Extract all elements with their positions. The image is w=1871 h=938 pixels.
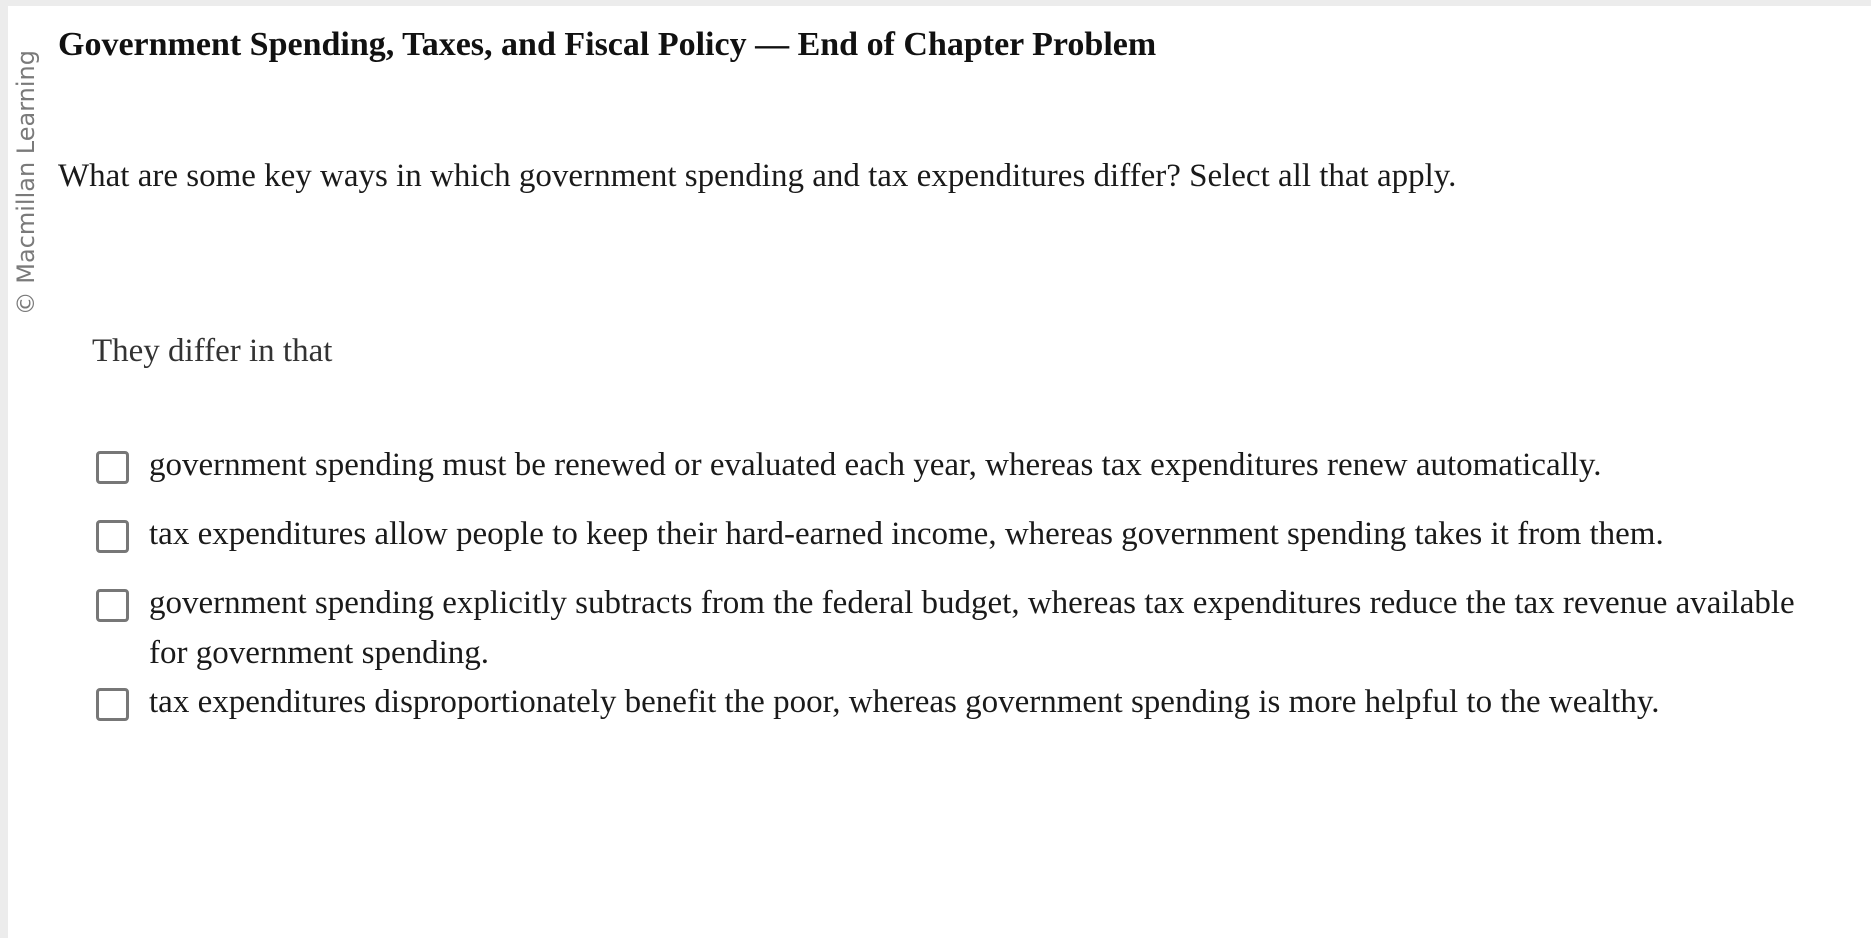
left-border bbox=[0, 0, 8, 938]
option-1-label: government spending must be renewed or evaluated each year, whereas tax expenditures renew automatically. bbox=[149, 447, 1602, 483]
option-4-label: tax expenditures disproportionately benefit the poor, whereas government spending is more helpful to the wealthy. bbox=[149, 684, 1660, 720]
checkbox-option-2[interactable] bbox=[96, 520, 129, 553]
option-2-label: tax expenditures allow people to keep their hard-earned income, whereas government spending takes it from them. bbox=[149, 516, 1664, 552]
answer-options-list bbox=[96, 446, 1816, 727]
option-3-label: government spending explicitly subtracts from the federal budget, whereas tax expenditures reduce the tax revenue available for government spending. bbox=[149, 585, 1795, 671]
question-text: What are some key ways in which government spending and tax expenditures differ? Select all that apply. bbox=[58, 158, 1457, 194]
copyright-label: © Macmillan Learning bbox=[12, 50, 40, 316]
answer-option-3[interactable] bbox=[96, 584, 1816, 678]
answer-lead-text: They differ in that bbox=[92, 333, 333, 369]
top-border bbox=[0, 0, 1871, 6]
checkbox-option-1[interactable] bbox=[96, 451, 129, 484]
checkbox-option-4[interactable] bbox=[96, 688, 129, 721]
answer-option-2[interactable] bbox=[96, 515, 1816, 559]
checkbox-option-3[interactable] bbox=[96, 589, 129, 622]
answer-option-1[interactable] bbox=[96, 446, 1816, 490]
copyright-sidebar bbox=[10, 50, 42, 330]
answer-option-4[interactable] bbox=[96, 683, 1816, 727]
page-title: Government Spending, Taxes, and Fiscal Policy — End of Chapter Problem bbox=[58, 26, 1157, 63]
